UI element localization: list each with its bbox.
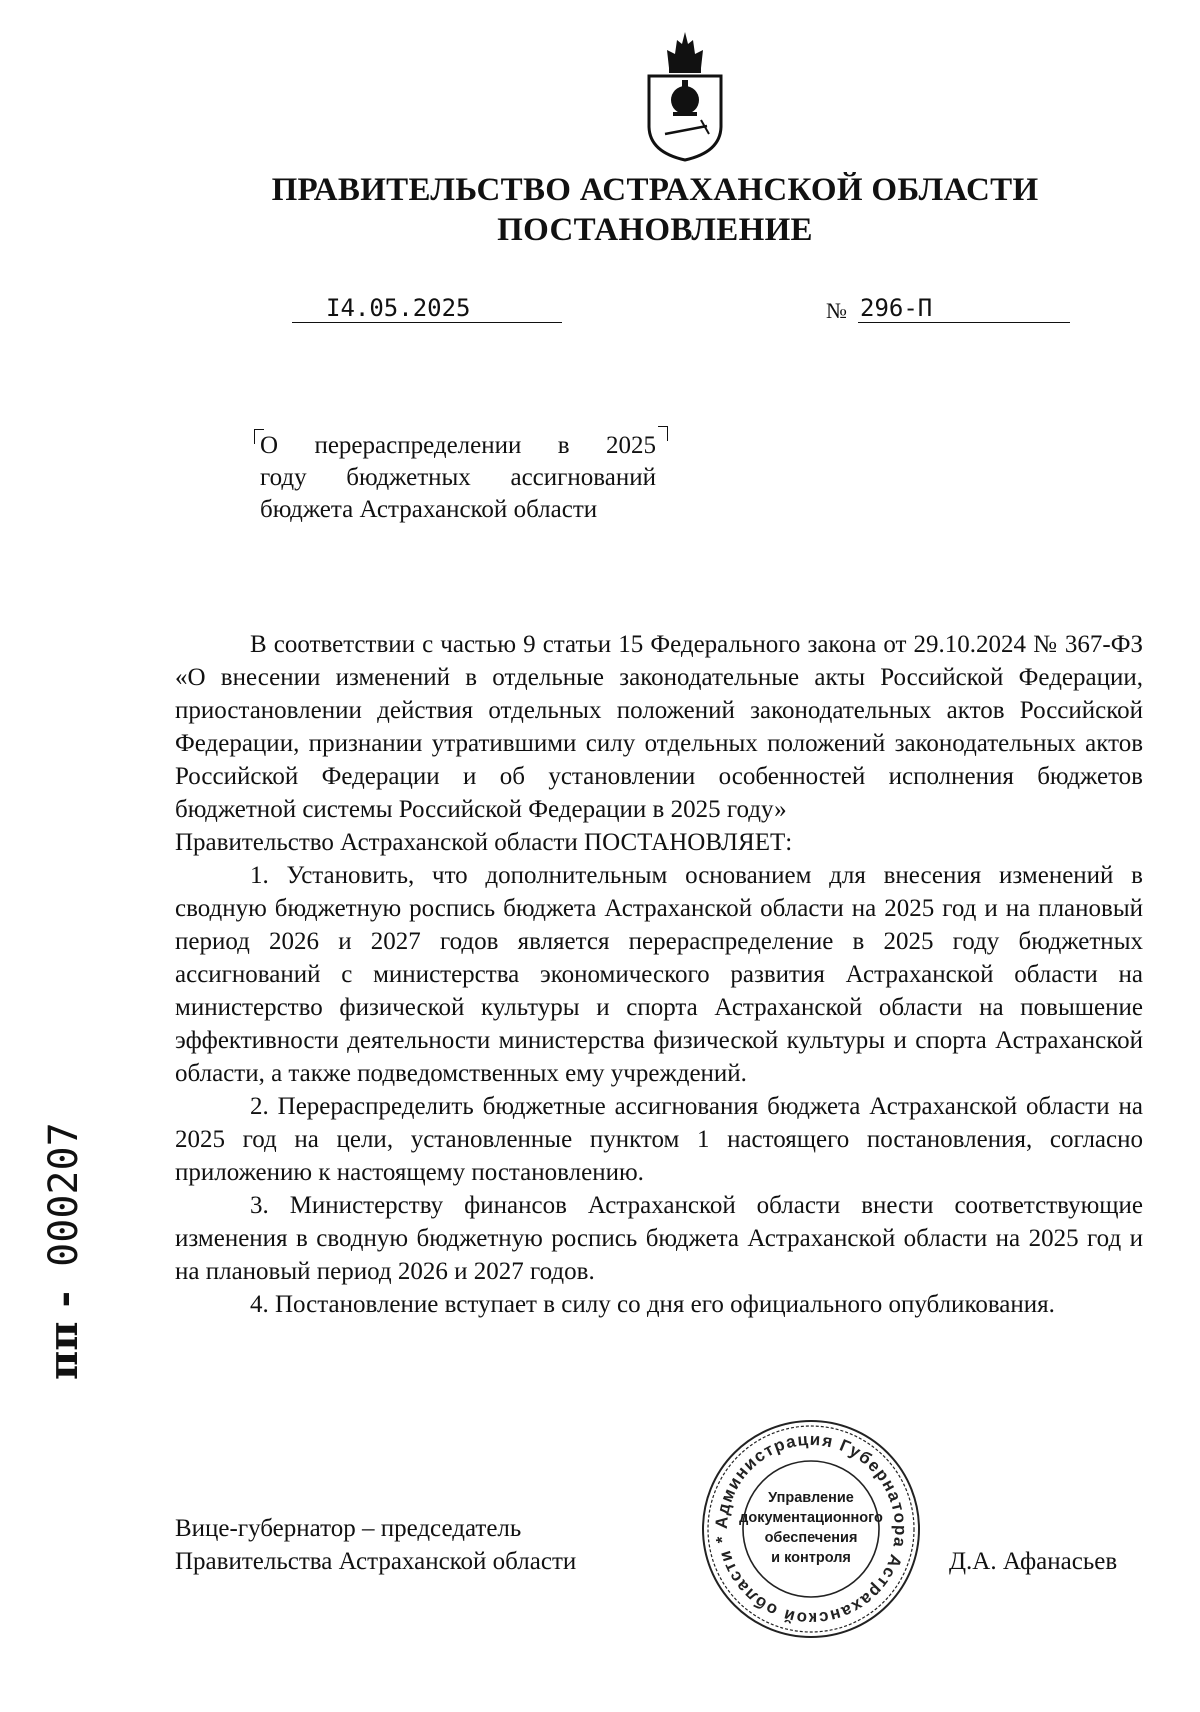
stamp-line: Управление: [768, 1490, 854, 1506]
subject-line: бюджета Астраханской области: [260, 496, 598, 523]
item-paragraph-3: 3. Министерству финансов Астраханской области внести соответствующие изменения в сводную бюджетную роспись бюджета Астраханской области на 2025 год и на плановый период 2026 и 2027 годов.: [175, 1192, 1143, 1285]
item-paragraph-2: 2. Перераспределить бюджетные ассигнования бюджета Астраханской области на 2025 год на цели, установленные пунктом 1 настоящего постановления, согласно приложению к настоящему постановлению.: [175, 1093, 1143, 1186]
signatory-name: Д.А. Афанасьев: [949, 1548, 1118, 1575]
stamp-ring-text: Администрация Губернатора Астраханской области *: [711, 1429, 911, 1629]
subject-line: О перераспределении в 2025: [260, 432, 656, 459]
coat-of-arms-emblem: [645, 30, 725, 162]
margin-registration-code: [40, 1120, 100, 1380]
stamp-line: обеспечения: [764, 1530, 858, 1546]
document-subject: [260, 430, 656, 526]
document-body: [175, 628, 1143, 1321]
organization-title: ПРАВИТЕЛЬСТВО АСТРАХАНСКОЙ ОБЛАСТИ: [271, 172, 1039, 208]
preamble-paragraph: В соответствии с частью 9 статьи 15 Федерального закона от 29.10.2024 № 367-ФЗ «О внесении изменений в отдельные законодательные акты Российской Федерации, приостановлении действия отдельных положений законодательных актов Российской Федерации, признании утратившими силу отдельных положений законодательных актов Российской Федерации и об установлении особенностей исполнения бюджетов бюджетной системы Российской Федерации в 2025 году»: [175, 631, 1143, 823]
item-paragraph-1: 1. Установить, что дополнительным основанием для внесения изменений в сводную бюджетную роспись бюджета Астраханской области на 2025 год и на плановый период 2026 и 2027 годов является перераспределение в 2025 году бюджетных ассигнований с министерства экономического развития Астраханской области на министерство физической культуры и спорта Астраханской области на повышение эффективности деятельности министерства физической культуры и спорта Астраханской области, а также подведомственных ему учреждений.: [175, 862, 1143, 1087]
resolves-line: Правительство Астраханской области ПОСТАНОВЛЯЕТ:: [175, 829, 793, 856]
stamp-line: и контроля: [771, 1550, 851, 1566]
stamp-line: документационного: [739, 1510, 883, 1526]
margin-code-prefix: пп -: [40, 1290, 87, 1380]
stamp-center-text: [728, 1488, 894, 1568]
signatory-title: [175, 1512, 576, 1578]
number-label: №: [826, 298, 847, 323]
signatory-title-line: Правительства Астраханской области: [175, 1548, 577, 1575]
document-number: 296-П: [858, 294, 1070, 323]
subject-line: году бюджетных ассигнований: [260, 464, 656, 491]
margin-code-number: 000207: [41, 1122, 87, 1267]
document-date: I4.05.2025: [292, 294, 562, 323]
document-type-title: ПОСТАНОВЛЕНИЕ: [497, 212, 813, 248]
item-paragraph-4: 4. Постановление вступает в силу со дня его официального опубликования.: [250, 1291, 1055, 1318]
subject-corner-bracket-right: [658, 426, 668, 441]
signatory-title-line: Вице-губернатор – председатель: [175, 1515, 522, 1542]
